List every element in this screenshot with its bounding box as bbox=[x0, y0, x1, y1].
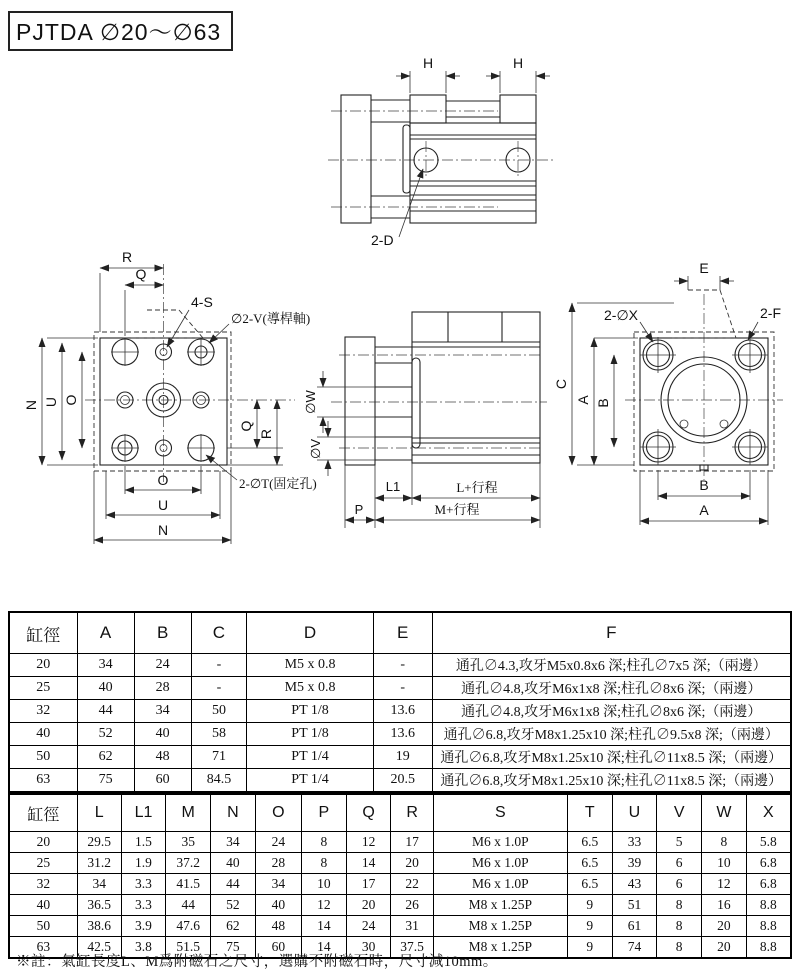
dimension-cell: 50 bbox=[191, 700, 247, 723]
dimension-cell: 37.2 bbox=[166, 853, 211, 874]
dimension-cell: 48 bbox=[255, 916, 301, 937]
column-header: 缸徑 bbox=[9, 612, 77, 654]
dimension-cell: 8 bbox=[657, 937, 702, 959]
dimension-cell: 1.5 bbox=[121, 832, 166, 853]
dimension-cell: 24 bbox=[134, 654, 191, 677]
dimension-cell: 30 bbox=[346, 937, 391, 959]
dimension-cell: 34 bbox=[255, 874, 301, 895]
side-view-centerlines bbox=[331, 355, 547, 448]
dimension-cell: 60 bbox=[255, 937, 301, 959]
dimension-cell: 20 bbox=[702, 937, 747, 959]
dim-label-n-bottom: N bbox=[157, 522, 169, 538]
table-row bbox=[9, 700, 791, 723]
dimension-cell: 43 bbox=[612, 874, 657, 895]
dimension-cell: 17 bbox=[346, 874, 391, 895]
column-header: T bbox=[567, 794, 612, 832]
dimension-cell: 5.8 bbox=[746, 832, 791, 853]
dim-label-h-right: H bbox=[512, 55, 524, 71]
bore-size-cell: 40 bbox=[9, 723, 77, 746]
dim-label-a-left: A bbox=[575, 395, 591, 405]
header-row bbox=[9, 612, 791, 654]
rear-view-centerlines bbox=[625, 294, 783, 480]
table-row bbox=[9, 832, 791, 853]
column-header: O bbox=[255, 794, 301, 832]
dimension-cell: 24 bbox=[346, 916, 391, 937]
dimension-cell: 84.5 bbox=[191, 769, 247, 793]
header-row bbox=[9, 794, 791, 832]
dimension-cell: 12 bbox=[302, 895, 347, 916]
front-view-bottom-dimensions bbox=[94, 466, 231, 544]
column-header: X bbox=[746, 794, 791, 832]
dimension-cell: 36.5 bbox=[77, 895, 121, 916]
dimension-cell: M8 x 1.25P bbox=[433, 937, 567, 959]
column-header: B bbox=[134, 612, 191, 654]
dimension-cell: 47.6 bbox=[166, 916, 211, 937]
dimension-cell: 通孔∅6.8,攻牙M8x1.25x10 深;柱孔∅9.5x8 深;（兩邊） bbox=[432, 723, 791, 746]
dimension-cell: 75 bbox=[211, 937, 256, 959]
dimension-cell: 26 bbox=[391, 895, 433, 916]
bore-size-cell: 63 bbox=[9, 937, 77, 959]
column-header: R bbox=[391, 794, 433, 832]
dimension-cell: 52 bbox=[77, 723, 134, 746]
bore-size-cell: 50 bbox=[9, 746, 77, 769]
dimension-cell: 1.9 bbox=[121, 853, 166, 874]
f-hole-callout-label: 2-F bbox=[760, 305, 781, 321]
table-row bbox=[9, 746, 791, 769]
front-view-right-dimensions bbox=[227, 400, 283, 465]
dimension-cell: 75 bbox=[77, 769, 134, 793]
dim-label-q-top: Q bbox=[135, 266, 147, 282]
dim-label-m-stroke: M+行程 bbox=[434, 502, 480, 517]
column-header: C bbox=[191, 612, 247, 654]
dimension-cell: 29.5 bbox=[77, 832, 121, 853]
dimension-cell: 6 bbox=[657, 853, 702, 874]
bore-size-cell: 25 bbox=[9, 853, 77, 874]
dimension-cell: 52 bbox=[211, 895, 256, 916]
dimension-cell: 28 bbox=[134, 677, 191, 700]
column-header: M bbox=[166, 794, 211, 832]
dimension-cell: 通孔∅4.3,攻牙M5x0.8x6 深;柱孔∅7x5 深;（兩邊） bbox=[432, 654, 791, 677]
fixing-hole-callout-label: 2-∅T(固定孔) bbox=[239, 476, 317, 491]
dimension-cell: 20 bbox=[702, 916, 747, 937]
dimension-cell: PT 1/8 bbox=[247, 723, 374, 746]
dim-label-b-bottom: B bbox=[699, 477, 709, 493]
dimension-cell: 40 bbox=[134, 723, 191, 746]
dimension-cell: 8.8 bbox=[746, 895, 791, 916]
dimension-cell: 3.9 bbox=[121, 916, 166, 937]
dimension-cell: 40 bbox=[77, 677, 134, 700]
dimension-cell: 31 bbox=[391, 916, 433, 937]
dimension-cell: 8 bbox=[702, 832, 747, 853]
bore-size-cell: 32 bbox=[9, 700, 77, 723]
dimension-cell: PT 1/4 bbox=[247, 769, 374, 793]
table-row bbox=[9, 723, 791, 746]
column-header: F bbox=[432, 612, 791, 654]
column-header: N bbox=[211, 794, 256, 832]
dimension-cell: 62 bbox=[77, 746, 134, 769]
dimension-cell: 9 bbox=[567, 895, 612, 916]
dimension-cell: M8 x 1.25P bbox=[433, 895, 567, 916]
table-row bbox=[9, 916, 791, 937]
column-header: 缸徑 bbox=[9, 794, 77, 832]
dimension-cell: PT 1/4 bbox=[247, 746, 374, 769]
dim-label-u-left: U bbox=[43, 396, 59, 408]
dimension-cell: 58 bbox=[191, 723, 247, 746]
table-row bbox=[9, 769, 791, 793]
dimension-cell: 34 bbox=[211, 832, 256, 853]
dimension-cell: 6.5 bbox=[567, 832, 612, 853]
dimension-cell: 10 bbox=[702, 853, 747, 874]
column-header: D bbox=[247, 612, 374, 654]
dimension-cell: 9 bbox=[567, 937, 612, 959]
page-title: PJTDA ∅20～∅63 bbox=[16, 19, 222, 45]
dimension-cell: 40 bbox=[255, 895, 301, 916]
dimension-cell: 31.2 bbox=[77, 853, 121, 874]
dimension-cell: 24 bbox=[255, 832, 301, 853]
dimension-cell: - bbox=[373, 677, 432, 700]
dimension-cell: 8 bbox=[302, 832, 347, 853]
dimension-table-abcdef bbox=[8, 611, 792, 793]
dimension-cell: 14 bbox=[346, 853, 391, 874]
dimension-cell: - bbox=[191, 677, 247, 700]
dimension-cell: 22 bbox=[391, 874, 433, 895]
dimension-cell: 20 bbox=[391, 853, 433, 874]
front-view-drawing bbox=[13, 249, 317, 580]
dim-label-p: P bbox=[354, 502, 364, 517]
dim-label-l1: L1 bbox=[385, 479, 401, 494]
bore-size-cell: 63 bbox=[9, 769, 77, 793]
dim-label-n-left: N bbox=[23, 399, 39, 411]
dimension-cell: M6 x 1.0P bbox=[433, 853, 567, 874]
dimension-cell: 17 bbox=[391, 832, 433, 853]
screw-callout-label: 4-S bbox=[191, 294, 213, 310]
table-row bbox=[9, 874, 791, 895]
dimension-cell: 16 bbox=[702, 895, 747, 916]
top-view-centerlines bbox=[328, 111, 553, 207]
dimension-cell: 41.5 bbox=[166, 874, 211, 895]
product-title-box bbox=[8, 11, 233, 51]
dimension-cell: 51.5 bbox=[166, 937, 211, 959]
dimension-cell: 74 bbox=[612, 937, 657, 959]
dimension-cell: 6.5 bbox=[567, 853, 612, 874]
dimension-cell: 33 bbox=[612, 832, 657, 853]
dim-label-l-stroke: L+行程 bbox=[456, 480, 498, 495]
dimension-cell: 8 bbox=[302, 853, 347, 874]
dimension-cell: 34 bbox=[77, 654, 134, 677]
column-header: L1 bbox=[121, 794, 166, 832]
front-view-body-outline bbox=[94, 310, 231, 471]
dim-label-h-left: H bbox=[422, 55, 434, 71]
dimension-cell: 12 bbox=[346, 832, 391, 853]
column-header: A bbox=[77, 612, 134, 654]
front-view-left-dimensions bbox=[23, 338, 98, 465]
table-row bbox=[9, 895, 791, 916]
dim-label-a-bottom: A bbox=[699, 502, 709, 518]
dimension-cell: 20.5 bbox=[373, 769, 432, 793]
dim-label-o-left: O bbox=[63, 394, 79, 406]
dimension-cell: 44 bbox=[77, 700, 134, 723]
guide-rod-callout-label: ∅2-V(導桿軸) bbox=[231, 311, 311, 326]
dimension-cell: 34 bbox=[134, 700, 191, 723]
dimension-cell: 42.5 bbox=[77, 937, 121, 959]
dimension-cell: 40 bbox=[211, 853, 256, 874]
dimension-cell: 14 bbox=[302, 937, 347, 959]
dimension-cell: 13.6 bbox=[373, 723, 432, 746]
dimension-cell: 8.8 bbox=[746, 937, 791, 959]
dimension-cell: 通孔∅6.8,攻牙M8x1.25x10 深;柱孔∅11x8.5 深;（兩邊） bbox=[432, 769, 791, 793]
dimension-cell: 6 bbox=[657, 874, 702, 895]
dim-label-rod-w: ∅W bbox=[303, 390, 318, 414]
dimension-cell: 通孔∅4.8,攻牙M6x1x8 深;柱孔∅8x6 深;（兩邊） bbox=[432, 700, 791, 723]
dimension-cell: 20 bbox=[346, 895, 391, 916]
column-header: W bbox=[702, 794, 747, 832]
dimension-cell: 37.5 bbox=[391, 937, 433, 959]
dimension-table-l-to-x bbox=[8, 793, 792, 959]
column-header: E bbox=[373, 612, 432, 654]
dimension-cell: 8 bbox=[657, 916, 702, 937]
column-header: P bbox=[302, 794, 347, 832]
dimension-cell: 通孔∅4.8,攻牙M6x1x8 深;柱孔∅8x6 深;（兩邊） bbox=[432, 677, 791, 700]
dimension-cell: 6.8 bbox=[746, 853, 791, 874]
dimension-cell: - bbox=[191, 654, 247, 677]
dim-label-c: C bbox=[553, 378, 569, 390]
dim-label-r-top: R bbox=[121, 249, 133, 265]
bore-size-cell: 20 bbox=[9, 654, 77, 677]
dimension-cell: PT 1/8 bbox=[247, 700, 374, 723]
rear-view-bottom-dimensions bbox=[640, 470, 768, 525]
dimension-cell: 62 bbox=[211, 916, 256, 937]
table-row bbox=[9, 853, 791, 874]
bore-size-cell: 40 bbox=[9, 895, 77, 916]
dimension-cell: 60 bbox=[134, 769, 191, 793]
dimension-cell: M5 x 0.8 bbox=[247, 677, 374, 700]
dimension-cell: 48 bbox=[134, 746, 191, 769]
dimension-cell: 9 bbox=[567, 916, 612, 937]
column-header: V bbox=[657, 794, 702, 832]
rear-view-callouts bbox=[604, 305, 781, 342]
dim-label-u-bottom: U bbox=[157, 497, 169, 513]
dimension-cell: 6.5 bbox=[567, 874, 612, 895]
front-view-top-dimensions bbox=[100, 249, 164, 336]
side-view-rod-dimensions bbox=[303, 371, 375, 476]
rear-view-e-dimension bbox=[674, 260, 734, 290]
dimension-cell: 6.8 bbox=[746, 874, 791, 895]
top-view-body-outline bbox=[341, 95, 536, 223]
column-header: Q bbox=[346, 794, 391, 832]
top-view-drawing bbox=[323, 55, 558, 255]
table-row bbox=[9, 677, 791, 700]
dimension-cell: M6 x 1.0P bbox=[433, 832, 567, 853]
dimension-cell: 34 bbox=[77, 874, 121, 895]
port-callout-label: 2-D bbox=[371, 232, 394, 248]
dimension-cell: 3.8 bbox=[121, 937, 166, 959]
dimension-cell: 8.8 bbox=[746, 916, 791, 937]
dimension-cell: 71 bbox=[191, 746, 247, 769]
column-header: S bbox=[433, 794, 567, 832]
dimension-cell: 61 bbox=[612, 916, 657, 937]
dimension-cell: 44 bbox=[166, 895, 211, 916]
dim-label-e: E bbox=[699, 260, 709, 276]
dimension-cell: - bbox=[373, 654, 432, 677]
dimension-cell: M8 x 1.25P bbox=[433, 916, 567, 937]
dim-label-rod-v: ∅V bbox=[308, 439, 323, 459]
dimension-cell: 3.3 bbox=[121, 895, 166, 916]
dimension-cell: 19 bbox=[373, 746, 432, 769]
dimension-cell: 51 bbox=[612, 895, 657, 916]
dim-label-q-right: Q bbox=[238, 420, 254, 432]
rear-view-left-dimensions bbox=[553, 303, 674, 465]
table-row bbox=[9, 654, 791, 677]
side-view-drawing bbox=[295, 283, 560, 538]
dim-label-r-right: R bbox=[258, 428, 274, 440]
footnote: ※註：氣缸長度L、M爲附磁石之尺寸，選購不附磁石時，尺寸減10mm。 bbox=[16, 954, 498, 970]
rear-view-drawing bbox=[550, 258, 800, 550]
bore-size-cell: 25 bbox=[9, 677, 77, 700]
dimension-cell: 5 bbox=[657, 832, 702, 853]
side-view-length-dimensions bbox=[345, 463, 540, 528]
dim-label-o-bottom: O bbox=[157, 472, 169, 488]
dimension-cell: M5 x 0.8 bbox=[247, 654, 374, 677]
dimension-cell: 14 bbox=[302, 916, 347, 937]
dimension-cell: M6 x 1.0P bbox=[433, 874, 567, 895]
bore-size-cell: 20 bbox=[9, 832, 77, 853]
bore-size-cell: 32 bbox=[9, 874, 77, 895]
dimension-cell: 通孔∅6.8,攻牙M8x1.25x10 深;柱孔∅11x8.5 深;（兩邊） bbox=[432, 746, 791, 769]
dimension-cell: 39 bbox=[612, 853, 657, 874]
top-view-h-dimensions bbox=[396, 55, 550, 93]
column-header: U bbox=[612, 794, 657, 832]
dimension-cell: 12 bbox=[702, 874, 747, 895]
dimension-cell: 8 bbox=[657, 895, 702, 916]
x-hole-callout-label: 2-∅X bbox=[604, 307, 638, 323]
side-view-body-outline bbox=[345, 312, 540, 465]
dimension-cell: 3.3 bbox=[121, 874, 166, 895]
dim-label-b-left: B bbox=[595, 398, 611, 408]
dimension-cell: 10 bbox=[302, 874, 347, 895]
column-header: L bbox=[77, 794, 121, 832]
dimension-cell: 35 bbox=[166, 832, 211, 853]
dimension-cell: 28 bbox=[255, 853, 301, 874]
dimension-cell: 38.6 bbox=[77, 916, 121, 937]
front-view-centerlines bbox=[85, 264, 295, 482]
bore-size-cell: 50 bbox=[9, 916, 77, 937]
dimension-cell: 13.6 bbox=[373, 700, 432, 723]
dimension-cell: 44 bbox=[211, 874, 256, 895]
